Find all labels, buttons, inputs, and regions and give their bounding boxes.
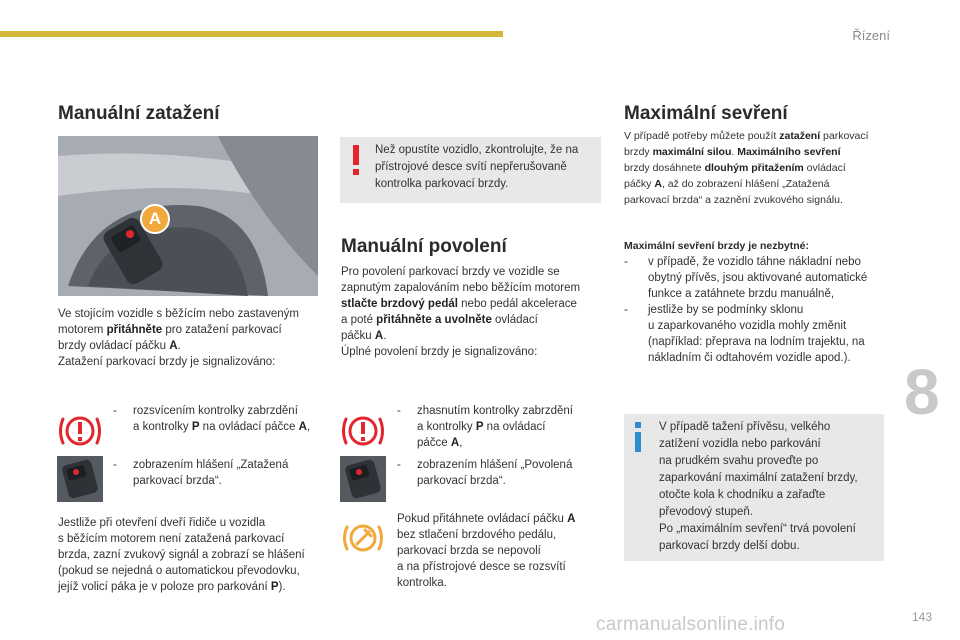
warning-panel <box>340 137 601 203</box>
text-line: (pokud se nejedná o automatickou převodovku, <box>58 565 300 577</box>
parking-switch-icon <box>340 456 386 502</box>
manual-apply-paragraph <box>58 306 318 370</box>
title-maximum-apply: Maximální sevření <box>624 103 788 124</box>
list-item: - zhasnutím kontrolky zabrzdění a kontrolky P na ovládací páčce A, <box>397 405 573 449</box>
text-line: brzdy dosáhnete dlouhým přitažením ovládací <box>624 162 846 174</box>
text-line: Ve stojícím vozidle s běžícím nebo zastaveným <box>58 308 299 320</box>
chapter-number: 8 <box>904 356 940 428</box>
brake-warning-icon <box>57 408 103 454</box>
title-manual-apply: Manuální zatažení <box>58 103 220 124</box>
brake-fault-amber-icon <box>340 515 386 561</box>
warning-text: Než opustíte vozidlo, zkontrolujte, že na přístrojové desce svítí nepřerušovaně kontrolka parkovací brzdy. <box>375 144 579 190</box>
text-line: parkovací brzda“ a zaznění zvukového signálu. <box>624 194 843 206</box>
top-accent-bar <box>0 31 503 37</box>
list-item: - zobrazením hlášení „Povolená parkovací brzda“. <box>397 459 573 487</box>
text-line: parkovací brzda se nepovolí <box>397 545 541 557</box>
text-line: Zatažení parkovací brzdy je signalizováno: <box>58 356 276 368</box>
parking-brake-photo <box>58 136 318 296</box>
subheading-necessary: Maximální sevření brzdy je nezbytné: <box>624 240 809 252</box>
page-number: 143 <box>912 610 933 624</box>
text-line: kontrolka. <box>397 577 447 589</box>
list-item: - jestliže by se podmínky sklonu u zaparkovaného vozidla mohly změnit (například: přeprava na lodním trajektu, na nákladním či odtahovém vozidle apod.). <box>624 304 865 364</box>
text-line: bez stlačení brzdového pedálu, <box>397 529 557 541</box>
text-line: a poté přitáhněte a uvolněte ovládací <box>341 314 538 326</box>
text-line: zapnutým zapalováním nebo běžícím motorem <box>341 282 581 294</box>
necessary-list <box>624 254 894 366</box>
exclamation-icon <box>352 145 360 175</box>
pedal-not-pressed-paragraph <box>397 511 607 591</box>
text-line: Pro povolení parkovací brzdy ve vozidle se <box>341 266 560 278</box>
section-label: Řízení <box>852 28 890 43</box>
text-line: brzdy maximální silou. Maximálního sevření <box>624 146 841 158</box>
text-line: a na přístrojové desce se rozsvítí <box>397 561 566 573</box>
text-line: páčku A. <box>341 330 387 342</box>
list-item: - rozsvícením kontrolky zabrzdění a kontrolky P na ovládací páčce A, <box>113 405 311 433</box>
text-line: brzda, zazní zvukový signál a zobrazí se hlášení <box>58 549 305 561</box>
text-line: Jestliže při otevření dveří řidiče u vozidla <box>58 517 266 529</box>
text-line: Pokud přitáhnete ovládací páčku A <box>397 513 576 525</box>
text-line: s běžícím motorem není zatažená parkovací <box>58 533 285 545</box>
text-line: jejíž volicí páka je v poloze pro parkování P). <box>58 581 286 593</box>
brake-warning-icon <box>340 408 386 454</box>
list-item: - zobrazením hlášení „Zatažená parkovací brzda“. <box>113 459 289 487</box>
list-item: - v případě, že vozidlo táhne nákladní nebo obytný přívěs, jsou aktivované automatické funkce a zatáhnete brzdu manuálně, <box>624 256 868 300</box>
door-open-warning-paragraph <box>58 515 328 595</box>
title-manual-release: Manuální povolení <box>341 236 507 257</box>
info-panel <box>624 414 884 561</box>
text-line: Úplné povolení brzdy je signalizováno: <box>341 346 538 358</box>
info-text: V případě tažení přívěsu, velkého zatížení vozidla nebo parkování na prudkém svahu proveďte po zaparkování maximální zatažení brzdy, otočte kola k chodníku a zařaďte převodový stupeň. Po „maximálním sevření“ trvá povolení parkovací brzdy delší dobu. <box>659 421 858 552</box>
text-line: brzdy ovládací páčku A. <box>58 340 181 352</box>
text-line: motorem přitáhněte pro zatažení parkovací <box>58 324 282 336</box>
watermark: carmanualsonline.info <box>596 614 786 635</box>
manual-release-paragraph <box>341 264 601 360</box>
text-line: páčky A, až do zobrazení hlášení „Zatažená <box>624 178 830 190</box>
parking-switch-icon <box>57 456 103 502</box>
console-illustration <box>58 136 318 296</box>
text-line: V případě potřeby můžete použít zatažení parkovací <box>624 130 869 142</box>
text-line: stlačte brzdový pedál nebo pedál akcelerace <box>341 298 577 310</box>
callout-a-badge: A <box>140 204 170 234</box>
info-icon <box>634 422 642 452</box>
maximum-apply-paragraph <box>624 128 894 208</box>
